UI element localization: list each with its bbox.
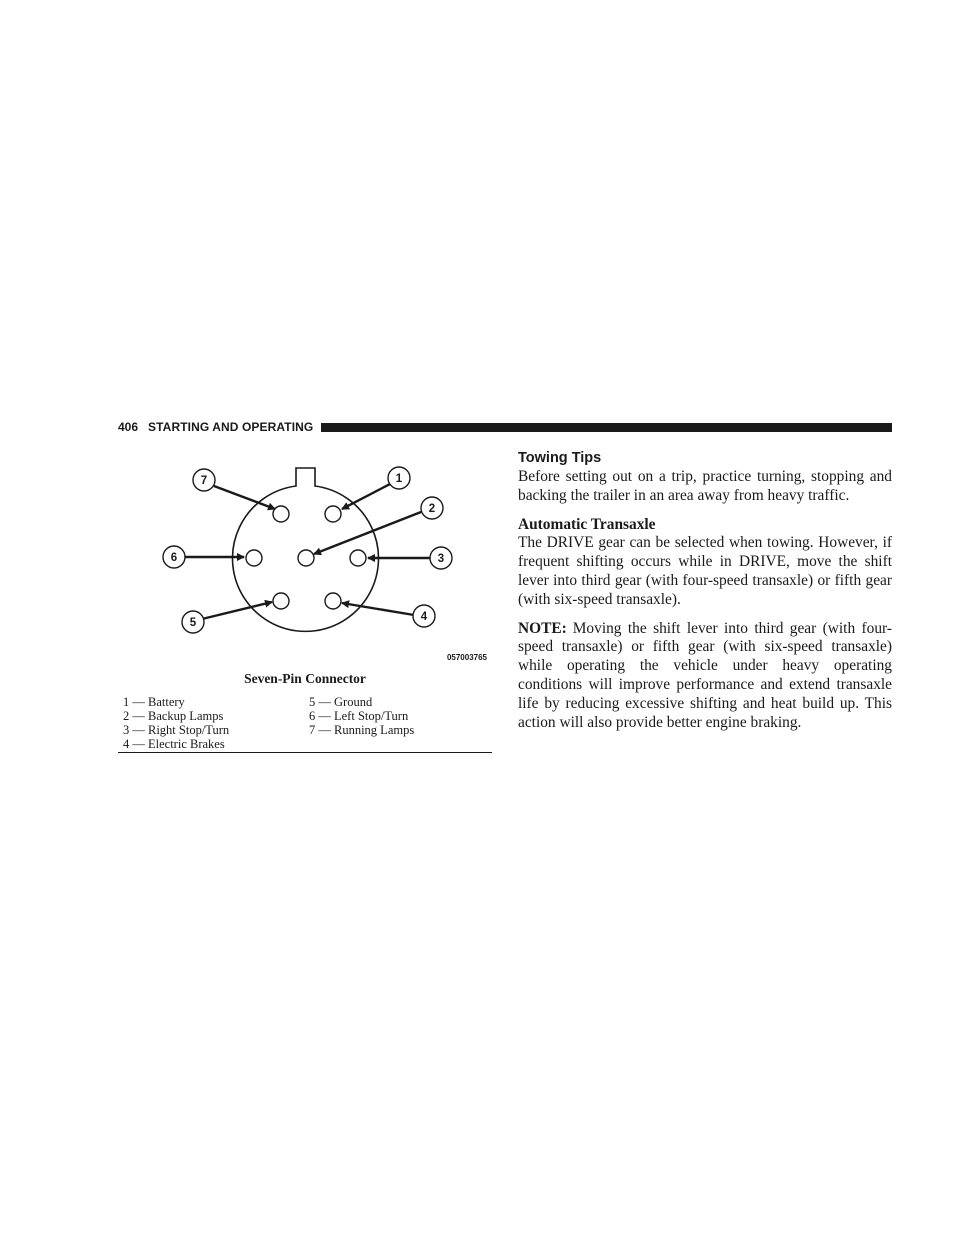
main-text-column xyxy=(518,449,892,732)
pin-4 xyxy=(325,593,341,609)
page-number: 406 xyxy=(118,420,139,434)
note-paragraph xyxy=(518,620,892,733)
legend-item: 4 — Electric Brakes xyxy=(123,737,225,751)
callout-5-label: 5 xyxy=(189,617,197,629)
pin-5 xyxy=(273,593,289,609)
note-text: Moving the shift lever into third gear (with four-speed transaxle) or fifth gear (with six-speed transaxle) while operating the vehicle under heavy operating conditions will improve performance and extend transaxle life by reducing excessive shifting and heat build up. This action will also provide better engine braking. xyxy=(518,619,892,731)
legend-item: 3 — Right Stop/Turn xyxy=(123,723,230,737)
legend-item: 7 — Running Lamps xyxy=(309,723,415,737)
page-header xyxy=(118,419,892,435)
figure-code: 057003765 xyxy=(446,653,487,662)
pin-7 xyxy=(273,506,289,522)
leader-1 xyxy=(342,484,390,509)
pin-3 xyxy=(350,550,366,566)
figure-bottom-rule xyxy=(118,752,492,753)
figure-caption: Seven-Pin Connector xyxy=(244,671,366,686)
seven-pin-connector-figure xyxy=(118,452,492,672)
legend-item: 2 — Backup Lamps xyxy=(123,709,224,723)
section-title: STARTING AND OPERATING xyxy=(148,420,314,434)
callout-3-label: 3 xyxy=(437,553,445,565)
legend-item: 1 — Battery xyxy=(123,695,185,709)
callout-6-label: 6 xyxy=(170,552,178,564)
paragraph-towing-tips: Before setting out on a trip, practice turning, stopping and backing the trailer in an area away from heavy traffic. xyxy=(518,468,892,504)
paragraph-automatic-transaxle: The DRIVE gear can be selected when towing. However, if frequent shifting occurs while in DRIVE, move the shift lever into third gear (with four-speed transaxle) or fifth gear (with six-speed transaxle). xyxy=(518,534,892,608)
callout-4-label: 4 xyxy=(420,611,428,623)
legend-column-right xyxy=(309,695,493,751)
section-heading: Towing Tips xyxy=(518,450,602,466)
legend-column-left xyxy=(123,695,309,751)
pin-6 xyxy=(246,550,262,566)
pin-legend xyxy=(123,695,493,751)
pin-1 xyxy=(325,506,341,522)
pin-2 xyxy=(298,550,314,566)
legend-item: 6 — Left Stop/Turn xyxy=(309,709,409,723)
callout-1-label: 1 xyxy=(395,473,403,485)
subheading: Automatic Transaxle xyxy=(518,515,656,533)
callout-2-label: 2 xyxy=(428,503,436,515)
header-rule xyxy=(321,423,892,432)
connector-diagram xyxy=(118,452,492,672)
callout-7-label: 7 xyxy=(200,475,208,487)
legend-item: 5 — Ground xyxy=(309,695,373,709)
note-label: NOTE: xyxy=(518,619,567,637)
